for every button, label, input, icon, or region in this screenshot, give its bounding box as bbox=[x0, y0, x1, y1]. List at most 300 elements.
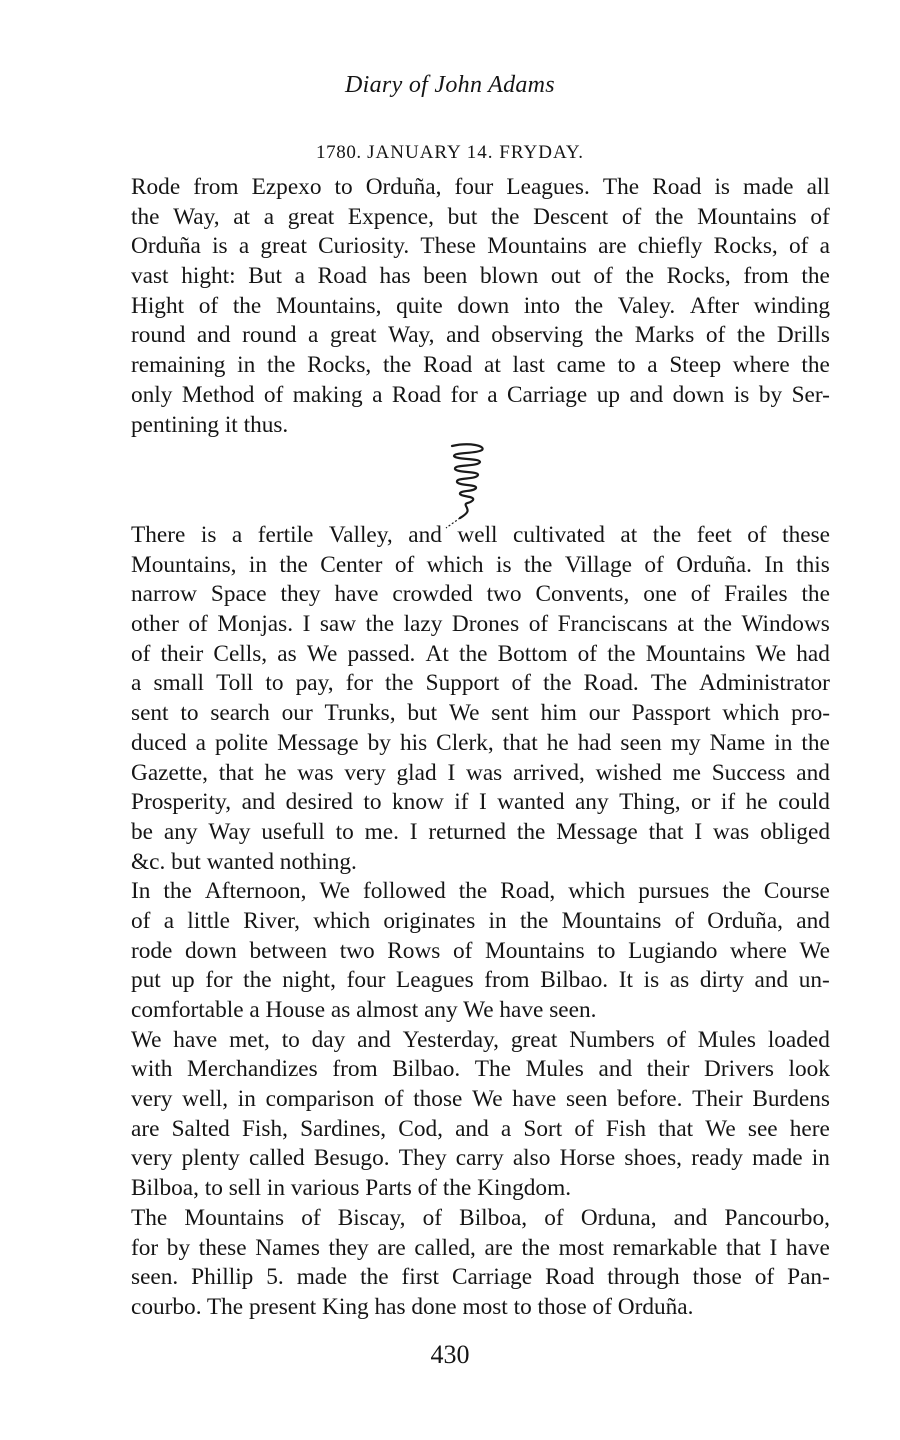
word: In bbox=[131, 878, 151, 905]
word: of bbox=[384, 1086, 404, 1113]
word: of bbox=[301, 1204, 321, 1231]
text-line bbox=[131, 759, 830, 789]
word: a bbox=[294, 263, 305, 290]
word: by bbox=[367, 729, 391, 756]
text-line: courbo. The present King has done most to those of Orduña. bbox=[131, 1293, 694, 1320]
word: wished bbox=[595, 759, 662, 786]
word: that bbox=[725, 1234, 761, 1261]
word: the bbox=[722, 878, 751, 905]
word: put bbox=[131, 967, 161, 994]
word: Numbers bbox=[569, 1026, 655, 1053]
word: of bbox=[644, 551, 664, 578]
word: a bbox=[195, 729, 206, 756]
word: Lugiando bbox=[628, 937, 718, 964]
word: I bbox=[478, 789, 487, 816]
word: a bbox=[647, 352, 658, 379]
word: the bbox=[703, 611, 732, 638]
word: has bbox=[379, 263, 411, 290]
word: of bbox=[131, 907, 151, 934]
word: called bbox=[249, 1145, 305, 1172]
word: Road bbox=[391, 381, 442, 408]
word: that bbox=[218, 759, 254, 786]
word: four bbox=[346, 967, 386, 994]
word: these bbox=[782, 522, 830, 548]
word: those bbox=[413, 1086, 463, 1113]
word: great bbox=[510, 1026, 558, 1053]
text-line bbox=[131, 580, 830, 610]
word: Orduña. bbox=[676, 551, 752, 578]
word: could bbox=[778, 789, 830, 816]
word: the bbox=[736, 322, 766, 349]
word: are bbox=[598, 233, 627, 260]
word: of bbox=[690, 581, 711, 608]
word: sent bbox=[491, 700, 529, 727]
word: of bbox=[574, 1115, 594, 1142]
word: and bbox=[357, 1026, 391, 1053]
word: is bbox=[212, 233, 228, 260]
word: blown bbox=[479, 263, 539, 290]
word: as bbox=[277, 640, 297, 667]
word: wanted bbox=[497, 789, 565, 816]
word: the bbox=[519, 907, 549, 934]
word: quite bbox=[396, 292, 443, 319]
word: to bbox=[180, 700, 199, 727]
word: these bbox=[198, 1234, 247, 1261]
word: Sort bbox=[523, 1115, 563, 1142]
word: There bbox=[131, 522, 186, 548]
word: It bbox=[618, 967, 633, 994]
word: if bbox=[454, 789, 469, 816]
word: winding bbox=[753, 292, 830, 319]
word: the bbox=[360, 1264, 389, 1291]
text-line bbox=[131, 232, 830, 262]
word: the bbox=[163, 878, 192, 905]
word: a bbox=[238, 233, 250, 260]
word: Rocks, bbox=[666, 263, 731, 290]
word: Mountains bbox=[487, 233, 587, 260]
word: Mountains bbox=[645, 640, 746, 667]
word: Bilbao. bbox=[392, 1056, 461, 1083]
word: Support bbox=[425, 670, 500, 697]
word: is bbox=[643, 967, 660, 994]
word: usefull bbox=[261, 818, 325, 845]
word: up bbox=[171, 967, 195, 994]
word: Bilboa, bbox=[459, 1204, 528, 1231]
word: in bbox=[237, 352, 256, 379]
word: At bbox=[425, 640, 449, 667]
entry-year: 1780. bbox=[316, 142, 362, 163]
word: Toll bbox=[216, 670, 254, 697]
text-line bbox=[131, 1055, 830, 1085]
word: Clerk, bbox=[436, 729, 494, 756]
word: for bbox=[205, 967, 233, 994]
word: Road, bbox=[500, 878, 556, 905]
word: round bbox=[131, 322, 186, 349]
word: up bbox=[596, 381, 620, 408]
word: from bbox=[332, 1056, 378, 1083]
word: through bbox=[607, 1264, 680, 1291]
word: dirty bbox=[699, 967, 744, 994]
text-line: &c. but wanted nothing. bbox=[131, 848, 357, 875]
word: that bbox=[502, 729, 538, 756]
word: and bbox=[629, 381, 664, 408]
word: Fish bbox=[605, 1115, 647, 1142]
word: Mountains bbox=[561, 907, 662, 934]
word: at bbox=[620, 522, 638, 548]
word: Curiosity. bbox=[318, 233, 410, 260]
word: well bbox=[457, 522, 498, 548]
text-line bbox=[131, 321, 830, 351]
text-line bbox=[131, 788, 830, 818]
text-line: comfortable a House as almost any We have seen. bbox=[131, 997, 597, 1023]
word: Monjas. bbox=[217, 611, 294, 638]
word: met, bbox=[229, 1026, 270, 1053]
word: Steep bbox=[669, 352, 722, 379]
word: the bbox=[382, 352, 412, 379]
word: a bbox=[372, 381, 383, 408]
page-number: 430 bbox=[430, 1340, 470, 1369]
word: of bbox=[747, 522, 767, 548]
word: Leagues. bbox=[506, 174, 590, 200]
paragraph bbox=[131, 1204, 830, 1323]
word: Road bbox=[652, 174, 702, 200]
word: they bbox=[328, 1234, 369, 1261]
word: Biscay, bbox=[337, 1204, 406, 1231]
entry-date: JANUARY 14. FRYDAY. bbox=[367, 142, 584, 163]
word: to bbox=[335, 818, 354, 845]
word: Burdens bbox=[752, 1086, 830, 1113]
word: vast bbox=[131, 263, 169, 290]
word: great bbox=[260, 233, 307, 260]
word: duced bbox=[131, 729, 187, 756]
word: Bilbao. bbox=[540, 967, 609, 994]
word: the bbox=[516, 818, 546, 845]
word: be bbox=[131, 818, 153, 845]
word: Prosperity, bbox=[131, 789, 232, 816]
word: to bbox=[617, 352, 636, 379]
word: made bbox=[296, 1264, 348, 1291]
word: remarkable bbox=[612, 1234, 718, 1261]
word: Rode bbox=[131, 174, 181, 200]
text-after-figure bbox=[131, 521, 830, 1323]
word: search bbox=[210, 700, 270, 727]
word: Phillip bbox=[191, 1264, 254, 1291]
word: observing bbox=[491, 322, 584, 349]
word: their bbox=[160, 640, 204, 667]
word: down bbox=[457, 292, 510, 319]
word: our bbox=[588, 700, 620, 727]
word: Message bbox=[277, 729, 359, 756]
word: seen. bbox=[131, 1264, 179, 1291]
word: me. bbox=[364, 818, 399, 845]
word: We bbox=[705, 1115, 736, 1142]
word: here bbox=[789, 1115, 830, 1142]
word: into bbox=[523, 292, 561, 319]
word: Name bbox=[709, 729, 766, 756]
word: a bbox=[231, 522, 243, 548]
word: a bbox=[500, 1115, 512, 1142]
word: shoes, bbox=[624, 1145, 682, 1172]
word: I bbox=[409, 818, 418, 845]
word: seen bbox=[565, 1086, 608, 1113]
text-line bbox=[131, 551, 830, 581]
word: by bbox=[758, 381, 783, 408]
word: the bbox=[491, 203, 520, 230]
word: Franciscans bbox=[557, 611, 668, 638]
word: Gazette, bbox=[131, 759, 208, 786]
word: arrived, bbox=[513, 759, 585, 786]
serpentine-road-sketch-icon bbox=[440, 440, 500, 530]
word: round bbox=[242, 322, 297, 349]
word: We bbox=[448, 700, 480, 727]
word: of bbox=[511, 670, 531, 697]
word: The bbox=[131, 1204, 168, 1231]
word: the bbox=[458, 640, 488, 667]
text-line bbox=[131, 699, 830, 729]
word: Orduna, bbox=[580, 1204, 657, 1231]
word: of bbox=[422, 1204, 443, 1231]
word: four bbox=[454, 174, 494, 200]
word: from bbox=[484, 967, 530, 994]
word: and bbox=[754, 967, 789, 994]
word: of bbox=[131, 640, 151, 667]
paragraph bbox=[131, 521, 830, 877]
word: in bbox=[488, 907, 507, 934]
word: The bbox=[602, 174, 640, 200]
word: plenty bbox=[181, 1145, 240, 1172]
word: in bbox=[774, 729, 793, 756]
word: made bbox=[752, 1145, 803, 1172]
word: from bbox=[193, 174, 239, 200]
word: of bbox=[754, 1264, 775, 1291]
word: We bbox=[306, 640, 338, 667]
word: and bbox=[598, 1056, 633, 1083]
text-line bbox=[131, 351, 830, 381]
word: in bbox=[237, 1086, 256, 1113]
word: great bbox=[329, 322, 377, 349]
word: he bbox=[264, 759, 287, 786]
word: the bbox=[266, 352, 296, 379]
word: is bbox=[733, 381, 750, 408]
word: fertile bbox=[257, 522, 314, 548]
word: two bbox=[339, 937, 375, 964]
word: 5. bbox=[266, 1264, 284, 1291]
word: and bbox=[796, 759, 830, 786]
text-line bbox=[131, 1263, 830, 1293]
word: remaining bbox=[131, 352, 226, 379]
word: Cells, bbox=[213, 640, 268, 667]
word: only bbox=[131, 381, 173, 408]
word: Carriage bbox=[451, 1264, 533, 1291]
word: Valey. bbox=[617, 292, 676, 319]
word: called, bbox=[414, 1234, 476, 1261]
word: to bbox=[363, 789, 382, 816]
text-line bbox=[131, 1204, 830, 1234]
word: the bbox=[543, 670, 572, 697]
word: me bbox=[672, 759, 701, 786]
word: between bbox=[249, 937, 328, 964]
word: the bbox=[801, 352, 830, 379]
word: I bbox=[769, 1234, 778, 1261]
word: to bbox=[597, 937, 616, 964]
word: Mountains bbox=[697, 203, 797, 230]
word: of bbox=[544, 1204, 564, 1231]
word: are bbox=[377, 1234, 406, 1261]
text-line bbox=[131, 669, 830, 699]
word: Pancourbo, bbox=[724, 1204, 830, 1231]
word: Horse bbox=[559, 1145, 616, 1172]
word: I bbox=[447, 759, 456, 786]
word: Orduña bbox=[131, 233, 201, 260]
word: which bbox=[313, 907, 371, 934]
word: Rocks, bbox=[307, 352, 372, 379]
word: also bbox=[512, 1145, 551, 1172]
text-line bbox=[131, 521, 830, 551]
word: glad bbox=[396, 759, 437, 786]
word: pursues bbox=[638, 878, 710, 905]
word: Mountains bbox=[485, 937, 585, 964]
word: the bbox=[523, 551, 553, 578]
word: Drivers bbox=[704, 1056, 774, 1083]
word: are bbox=[131, 1115, 160, 1142]
word: ready bbox=[691, 1145, 743, 1172]
text-line bbox=[131, 729, 830, 759]
word: very bbox=[131, 1086, 173, 1113]
word: I bbox=[694, 818, 703, 845]
word: Road bbox=[545, 1264, 595, 1291]
word: a bbox=[263, 203, 275, 230]
word: Road. bbox=[583, 670, 639, 697]
word: any bbox=[574, 789, 609, 816]
word: a bbox=[163, 907, 175, 934]
word: lazy bbox=[403, 611, 443, 638]
word: and bbox=[673, 1204, 708, 1231]
word: We bbox=[755, 640, 787, 667]
word: followed bbox=[362, 878, 446, 905]
word: Passport bbox=[631, 700, 711, 727]
word: feet bbox=[696, 522, 732, 548]
word: Rows bbox=[387, 937, 441, 964]
word: most bbox=[558, 1234, 604, 1261]
word: but bbox=[447, 203, 478, 230]
word: and bbox=[796, 907, 830, 934]
word: Windows bbox=[741, 611, 830, 638]
word: the bbox=[607, 640, 636, 667]
word: Trunks, bbox=[324, 700, 396, 727]
word: Thing, bbox=[619, 789, 681, 816]
word: before. bbox=[617, 1086, 683, 1113]
word: loaded bbox=[767, 1026, 830, 1053]
word: all bbox=[806, 174, 830, 200]
text-line bbox=[131, 1115, 830, 1145]
word: of bbox=[198, 292, 219, 319]
word: desired bbox=[285, 789, 353, 816]
word: to bbox=[334, 174, 353, 200]
word: with bbox=[131, 1056, 173, 1083]
word: is bbox=[200, 522, 217, 548]
text-line: Bilboa, to sell in various Parts of the Kingdom. bbox=[131, 1175, 572, 1202]
text-line bbox=[131, 1085, 830, 1115]
word: have bbox=[173, 1026, 218, 1053]
word: this bbox=[796, 551, 830, 578]
word: Afternoon, bbox=[204, 878, 307, 905]
word: know bbox=[392, 789, 444, 816]
word: the bbox=[654, 203, 684, 230]
word: at bbox=[484, 352, 501, 379]
word: Space bbox=[210, 581, 267, 608]
word: his bbox=[399, 729, 428, 756]
word: the bbox=[801, 263, 830, 290]
word: as bbox=[669, 967, 690, 994]
word: making bbox=[292, 381, 363, 408]
word: the bbox=[801, 729, 830, 756]
word: Village bbox=[564, 551, 632, 578]
word: last bbox=[512, 352, 545, 379]
word: and bbox=[455, 1115, 489, 1142]
word: have bbox=[512, 1086, 557, 1113]
word: Ezpexo bbox=[251, 174, 322, 200]
word: We bbox=[319, 878, 350, 905]
word: Way, bbox=[173, 203, 220, 230]
word: I bbox=[302, 611, 311, 638]
word: are bbox=[484, 1234, 513, 1261]
word: and bbox=[408, 522, 442, 548]
word: first bbox=[401, 1264, 440, 1291]
word: returned bbox=[428, 818, 507, 845]
word: seen bbox=[620, 729, 662, 756]
word: he bbox=[745, 789, 768, 816]
word: that bbox=[658, 1115, 694, 1142]
word: and bbox=[241, 789, 276, 816]
word: a bbox=[819, 233, 830, 260]
word: had bbox=[796, 640, 830, 667]
word: of bbox=[593, 263, 613, 290]
word: made bbox=[743, 174, 794, 200]
word: the bbox=[594, 322, 624, 349]
word: Success bbox=[711, 759, 786, 786]
word: These bbox=[420, 233, 477, 260]
word: crowded bbox=[392, 581, 473, 608]
word: if bbox=[720, 789, 736, 816]
text-line bbox=[131, 173, 830, 203]
word: down bbox=[672, 381, 725, 408]
word: which bbox=[568, 878, 626, 905]
word: Ser- bbox=[791, 381, 830, 408]
word: which bbox=[722, 700, 780, 727]
word: of bbox=[263, 381, 284, 408]
word: Drills bbox=[776, 322, 830, 349]
word: him bbox=[540, 700, 577, 727]
word: Road bbox=[423, 352, 473, 379]
word: of bbox=[810, 203, 830, 230]
word: the bbox=[652, 522, 682, 548]
word: the bbox=[385, 670, 414, 697]
word: my bbox=[670, 729, 701, 756]
word: which bbox=[426, 551, 484, 578]
text-line: pentining it thus. bbox=[131, 411, 289, 438]
word: was bbox=[297, 759, 334, 786]
word: Yesterday, bbox=[402, 1026, 500, 1053]
text-line bbox=[131, 818, 830, 848]
word: pro- bbox=[791, 700, 830, 727]
word: hight: bbox=[181, 263, 236, 290]
text-line bbox=[131, 1026, 830, 1056]
word: of bbox=[705, 322, 726, 349]
word: Way, bbox=[388, 322, 435, 349]
word: Salted bbox=[171, 1115, 230, 1142]
word: been bbox=[423, 263, 468, 290]
word: Mountains, bbox=[131, 551, 237, 578]
